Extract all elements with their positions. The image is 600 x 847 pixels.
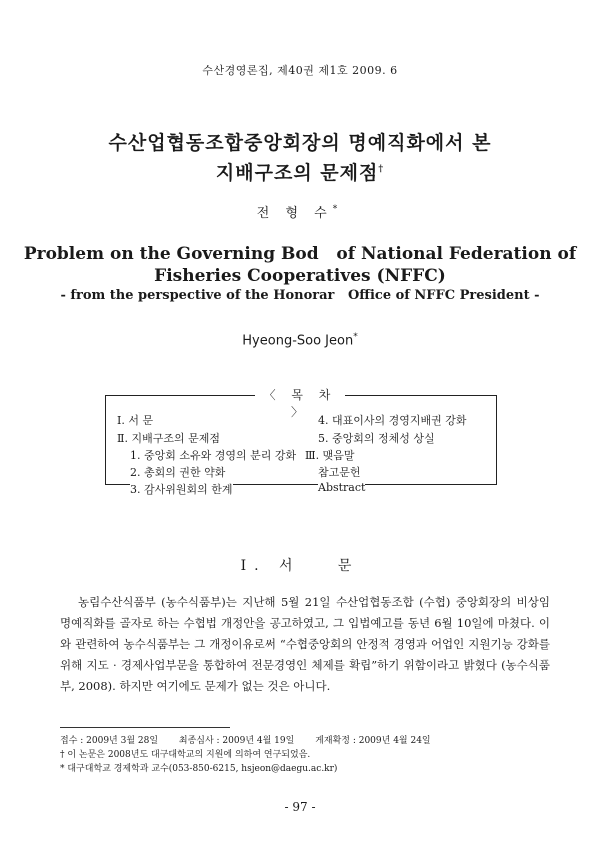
funding-footnote: † 이 논문은 2008년도 대구대학교의 지원에 의하여 연구되었음.: [60, 750, 311, 760]
toc-item: 5. 중앙회의 정체성 상실: [318, 432, 435, 445]
toc-item: Ⅱ. 지배구조의 문제점: [117, 432, 220, 445]
korean-title-line-1: 수산업협동조합중앙회장의 명예직화에서 본: [108, 132, 492, 154]
received-date: 접수 : 2009년 3월 28일: [60, 736, 159, 746]
english-author: [0, 332, 600, 348]
korean-title-line-2: [0, 158, 600, 185]
toc-heading: 〈 목 차 〉: [255, 386, 345, 420]
review-date: 최종심사 : 2009년 4월 19일: [178, 736, 295, 746]
english-title-line-1: Problem on the Governing Bod of National Federation of: [23, 244, 577, 264]
section-heading: Ⅰ. 서 문: [240, 558, 360, 574]
author-affiliation-footnote: * 대구대학교 경제학과 교수(053-850-6215, hsjeon@daegu.ac.kr): [60, 764, 338, 774]
funding-footnote-mark: †: [378, 164, 385, 175]
toc-item: 2. 총회의 권한 약화: [130, 466, 226, 479]
journal-citation: 수산경영론집, 제40권 제1호 2009. 6: [202, 64, 398, 77]
page-number: - 97 -: [284, 800, 316, 814]
korean-title-line-2-text: 지배구조의 문제점: [215, 162, 379, 184]
korean-author-name: 전 형 수: [256, 206, 333, 221]
english-author-mark: *: [353, 332, 358, 342]
toc-item: Ⅲ. 맺음말: [305, 449, 355, 462]
footnote-divider: [60, 727, 230, 728]
english-author-name: Hyeong-Soo Jeon: [242, 333, 354, 349]
english-subtitle: - from the perspective of the Honorar Office of NFFC President -: [60, 288, 540, 303]
toc-item: Abstract: [318, 481, 366, 494]
accepted-date: 게재확정 : 2009년 4월 24일: [315, 736, 431, 746]
toc-item: 참고문헌: [318, 466, 361, 479]
toc-item: Ⅰ. 서 문: [117, 414, 154, 427]
author-footnote-mark: *: [332, 204, 344, 215]
english-title-line-2: Fisheries Cooperatives (NFFC): [154, 266, 446, 286]
toc-item: 4. 대표이사의 경영지배권 강화: [318, 414, 467, 427]
body-paragraph: 농림수산식품부 (농수식품부)는 지난해 5월 21일 수산업협동조합 (수협) 중앙회장의 비상임 명예직화를 골자로 하는 수협법 개정안을 공고하였고, 그 입법예고를 동년 6월 10일에 마쳤다. 이와 관련하여 농수식품부는 그 개정이유로써 “수협중앙회의 안정적 경영과 어업인 지원기능 강화를 위해 지도 · 경제사업부문을 통합하여 전문경영인 체제를 확립”하기 위함이라고 밝혔다 (농수식품부, 2008). 하지만 여기에도 문제가 없는 것은 아니다.: [60, 595, 550, 693]
toc-item: 1. 중앙회 소유와 경영의 분리 강화: [130, 449, 297, 462]
footnote-dates: [60, 733, 431, 746]
toc-item: 3. 감사위원회의 한계: [130, 483, 233, 496]
korean-author: [0, 202, 600, 221]
